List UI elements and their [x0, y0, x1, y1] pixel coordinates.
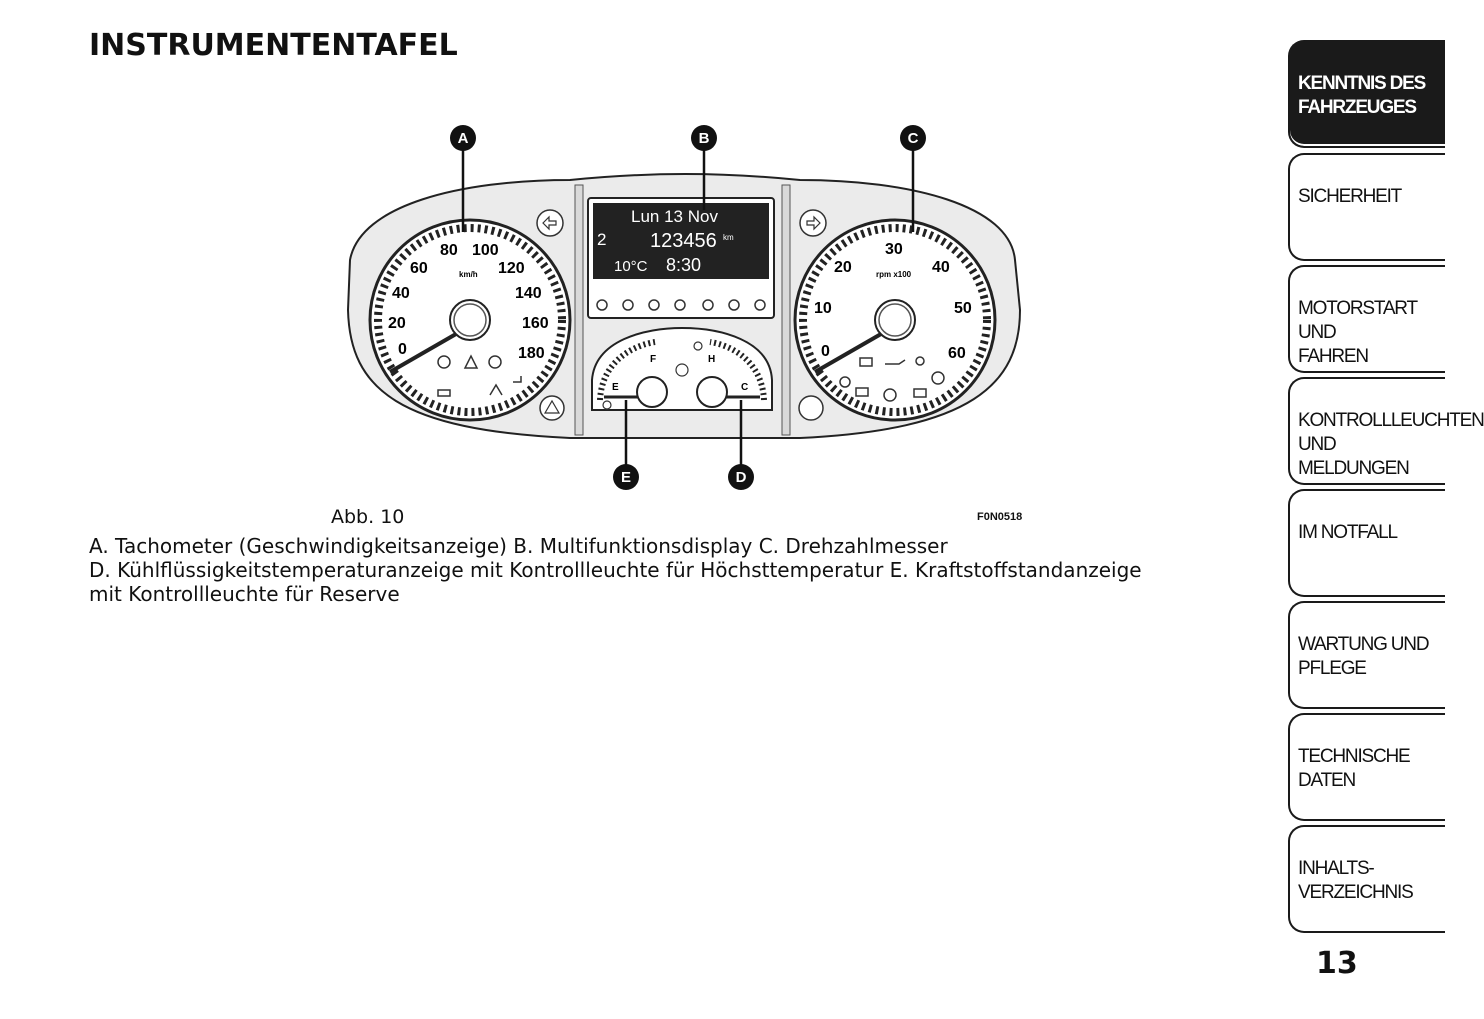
rpm-tick-50: 50 — [954, 300, 972, 317]
display-time: 8:30 — [666, 255, 702, 275]
fuel-empty-label: E — [612, 382, 619, 393]
tab-label: MOTORSTART UND FAHREN — [1298, 298, 1417, 367]
page-number: 13 — [1316, 946, 1358, 981]
trip-button-icon — [799, 396, 823, 420]
tachometer-gauge — [795, 220, 995, 420]
figure-code: F0N0518 — [977, 511, 1023, 523]
rpm-tick-30: 30 — [885, 241, 903, 258]
rpm-tick-20: 20 — [834, 259, 852, 276]
speed-tick-120: 120 — [498, 260, 525, 277]
speed-tick-0: 0 — [398, 341, 407, 358]
speed-tick-100: 100 — [472, 242, 499, 259]
page-title: INSTRUMENTENTAFEL — [89, 28, 458, 63]
display-temperature: 10°C — [614, 258, 648, 275]
display-odometer-unit: km — [723, 233, 734, 242]
speed-tick-60: 60 — [410, 260, 428, 277]
legend-line-2: D. Kühlflüssigkeitstemperaturanzeige mit Kontrollleuchte für Höchsttemperatur E. Kraftstoffstandanzeige mit Kontrollleuchte für Reserve — [89, 558, 1142, 606]
figure-caption: Abb. 10 — [331, 506, 405, 528]
fuel-full-label: F — [650, 354, 657, 365]
tab-label: KENNTNIS DES FAHRZEUGES — [1298, 73, 1426, 118]
right-turn-icon — [800, 210, 826, 236]
instrument-panel-figure — [320, 110, 1060, 510]
display-gear: 2 — [597, 230, 607, 249]
display-odometer: 123456 — [650, 230, 717, 252]
callout-c — [900, 125, 926, 151]
tab-label: SICHERHEIT — [1298, 186, 1402, 207]
hazard-icon — [540, 396, 564, 420]
rpm-tick-10: 10 — [814, 300, 832, 317]
legend-line-1: A. Tachometer (Geschwindigkeitsanzeige) B. Multifunktionsdisplay C. Drehzahlmesser — [89, 534, 948, 558]
rpm-tick-60: 60 — [948, 345, 966, 362]
multifunction-display — [588, 198, 774, 318]
tab-label: TECHNISCHE DATEN — [1298, 746, 1410, 791]
tab-inhaltsverzeichnis[interactable] — [1288, 825, 1445, 933]
speed-tick-160: 160 — [522, 315, 549, 332]
svg-text:C: C — [907, 130, 919, 147]
speed-tick-140: 140 — [515, 285, 542, 302]
rpm-tick-0: 0 — [821, 343, 830, 360]
callout-d — [728, 464, 754, 490]
tab-technische-daten[interactable] — [1288, 713, 1445, 821]
svg-text:A: A — [457, 130, 469, 147]
callout-e — [613, 464, 639, 490]
tab-kenntnis-des-fahrzeuges[interactable] — [1288, 40, 1445, 148]
tab-motorstart-und-fahren[interactable] — [1288, 265, 1445, 373]
tab-sicherheit[interactable] — [1288, 153, 1445, 261]
tab-kontrollleuchten[interactable] — [1288, 377, 1484, 485]
svg-text:E: E — [620, 469, 632, 486]
svg-text:D: D — [735, 469, 747, 486]
tab-wartung-und-pflege[interactable] — [1288, 601, 1445, 709]
svg-text:B: B — [698, 130, 710, 147]
temp-cold-label: C — [741, 382, 749, 393]
rpm-tick-40: 40 — [932, 259, 950, 276]
speedometer-gauge — [370, 220, 570, 420]
speed-unit: km/h — [459, 270, 478, 279]
tab-im-notfall[interactable] — [1288, 489, 1445, 597]
figure-legend — [89, 534, 1179, 606]
rpm-unit: rpm x100 — [876, 270, 912, 279]
tab-label: INHALTS- VERZEICHNIS — [1298, 858, 1413, 903]
speed-tick-180: 180 — [518, 345, 545, 362]
callout-a — [450, 125, 476, 151]
speed-tick-80: 80 — [440, 242, 458, 259]
display-date: Lun 13 Nov — [631, 207, 718, 226]
speed-tick-20: 20 — [388, 315, 406, 332]
tab-label: IM NOTFALL — [1298, 522, 1397, 543]
tab-label: WARTUNG UND PFLEGE — [1298, 634, 1429, 679]
speed-tick-40: 40 — [392, 285, 410, 302]
callout-b — [691, 125, 717, 151]
tab-label: KONTROLLLEUCHTEN UND MELDUNGEN — [1298, 410, 1484, 479]
temp-hot-label: H — [708, 354, 716, 365]
left-turn-icon — [537, 210, 563, 236]
